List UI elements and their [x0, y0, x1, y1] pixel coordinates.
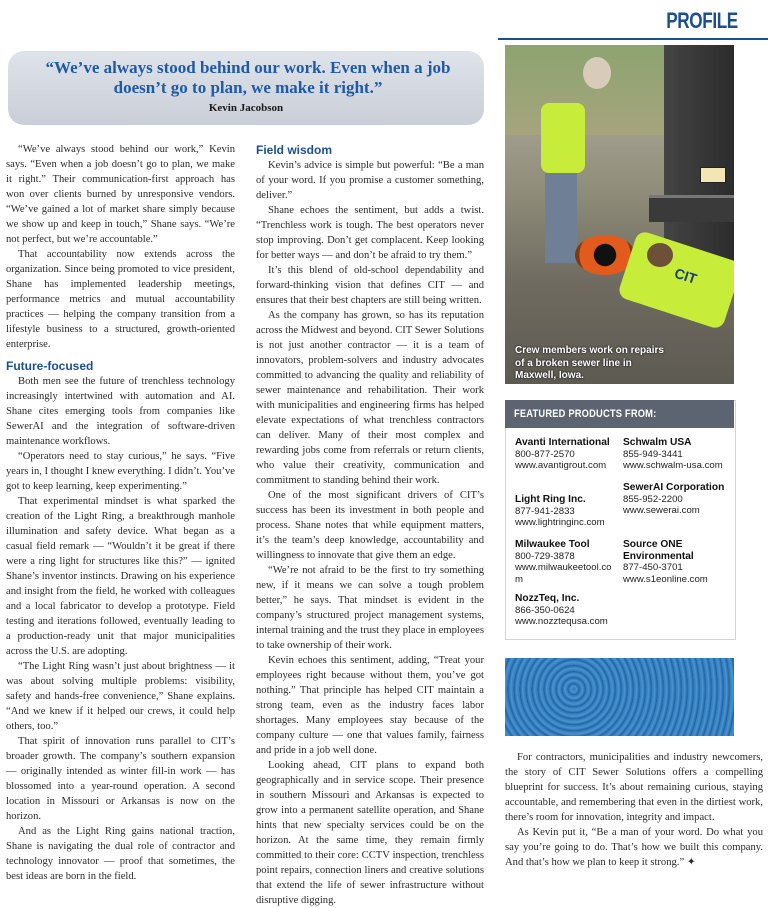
paragraph: Looking ahead, CIT plans to expand both geographically and in service scope. Their presence in southern Missouri and Arkansas is expected to grow into a permanent satellite operation, and Shane hints that new specialty services could be on the horizon. At the same time, they remain firmly committed to their core: CCTV inspection, trenchless point repairs, connection liners and creative solutions that extend the life of sewer infrastructure without disruptive digging. — [256, 760, 484, 906]
vendor-milwaukee — [515, 539, 615, 585]
vendor-source-one — [623, 539, 733, 585]
paragraph: That spirit of innovation runs parallel to CIT’s broader growth. The company’s southern expansion — originally intended as winter fill-in work — has blossomed into a year-round operation. A second location in Missouri or Arkansas is now on the horizon. — [6, 736, 235, 822]
vendor-website[interactable]: www.nozztequsa.com — [515, 616, 608, 627]
vendor-name: SewerAI Corporation — [623, 482, 725, 493]
article-column-2 — [256, 142, 484, 908]
photo-truck-bumper — [649, 195, 734, 222]
paragraph: “We’ve always stood behind our work,” Kevin says. “Even when a job doesn’t go to plan, we make it right.” Their communication-first approach has won over clients burned by unresponsive vendors. “We’ve gained a lot of market share simply because we show up and keep in touch,” Shane says. “We’re not perfect, but we’re accountable.” — [6, 144, 235, 245]
article-column-1 — [6, 142, 235, 884]
vendor-website[interactable]: www.milwaukeetool.com — [515, 562, 612, 585]
vendor-name: Avanti International — [515, 437, 610, 448]
paragraph: “Operators need to stay curious,” he says. “Five years in, I thought I knew everything. I didn’t. You’ve got to keep learning, keep experimenting.” — [6, 451, 236, 492]
vendor-schwalm — [623, 437, 733, 472]
paragraph: Kevin’s advice is simple but powerful: “Be a man of your word. If you promise a customer something, deliver.” — [256, 160, 484, 201]
vendor-name: Milwaukee Tool — [515, 539, 590, 550]
vendor-name: Schwalm USA — [623, 437, 692, 448]
pull-quote-text: “We’ve always stood behind our work. Even when a job doesn’t go to plan, we make it right.” — [45, 58, 451, 97]
vendor-light-ring — [515, 494, 625, 529]
photo-worker-standing — [541, 103, 585, 173]
crew-photo — [505, 45, 734, 384]
paragraph: One of the most significant drivers of CIT’s success has been its investment in both people and process. Shane notes that while equipment matters, it’s the team’s deep knowledge, accountability and willingness to innovate that give them an edge. — [256, 490, 484, 561]
section-heading-field-wisdom: Field wisdom — [256, 143, 333, 157]
vendor-phone: 800-877-2570 — [515, 448, 575, 460]
photo-shirt-logo: CIT — [672, 264, 699, 287]
vendor-name: NozzTeq, Inc. — [515, 593, 580, 604]
photo-worker-kneeling-head — [647, 243, 673, 267]
paragraph: “The Light Ring wasn’t just about brightness — it was about solving multiple problems: visibility, safety and hands-free convenience,” Shane explains. “And we knew if it helped our crews, it could help others, too.” — [6, 661, 235, 732]
pull-quote-author: Kevin Jacobson — [208, 102, 284, 114]
vendor-phone: 866-350-0624 — [515, 604, 575, 616]
water-graphic — [505, 658, 734, 736]
vendor-website[interactable]: www.lightringinc.com — [515, 517, 605, 528]
vendor-phone: 800-729-3878 — [515, 550, 575, 562]
photo-worker-legs — [545, 173, 577, 263]
vendor-website[interactable]: www.avantigrout.com — [515, 460, 607, 471]
vendor-phone: 855-952-2200 — [623, 493, 683, 505]
featured-products-title: FEATURED PRODUCTS FROM: — [514, 408, 657, 420]
vendor-nozzteq — [515, 593, 625, 628]
header-rule — [498, 38, 768, 40]
paragraph: It’s this blend of old-school dependability and forward-thinking vision that defines CIT — and ensures that their best chapters are still being written. — [256, 265, 484, 306]
vendor-website[interactable]: www.sewerai.com — [623, 505, 700, 516]
vendor-phone: 877-941-2833 — [515, 505, 575, 517]
section-heading-future: Future-focused — [6, 359, 94, 373]
paragraph: “We’re not afraid to be the first to try something new, if it means we can solve a tough problem better,” he says. That mindset is evident in the company’s structured project management systems, internal training and the trust they place in employees to take ownership of their work. — [256, 565, 484, 651]
paragraph: For contractors, municipalities and industry newcomers, the story of CIT Sewer Solutions offers a compelling blueprint for success. It’s about remaining curious, staying accountable, and remembering that even in the dirtiest work, there’s room for innovation, integrity and impact. — [505, 752, 763, 823]
photo-worker-head — [583, 57, 611, 89]
vendor-name: Source ONE Environmental — [623, 539, 694, 562]
vendor-avanti — [515, 437, 625, 472]
vendor-sewerai — [623, 482, 733, 517]
paragraph: That accountability now extends across the organization. Since being promoted to vice president, Shane has implemented leadership meetings, performance metrics and mutual accountability practices — helping the company transition from a lifestyle business to a structured, growth-oriented enterprise. — [6, 249, 235, 350]
paragraph: And as the Light Ring gains national traction, Shane is navigating the dual role of contractor and technology innovator — proof that sometimes, the best ideas are born in the field. — [6, 826, 235, 882]
vendor-phone: 877-450-3701 — [623, 562, 683, 573]
vendor-website[interactable]: www.s1eonline.com — [623, 573, 708, 585]
vendor-phone: 855-949-3441 — [623, 448, 683, 460]
paragraph: Both men see the future of trenchless technology increasingly intertwined with automation and AI. Shane cites emerging tools from companies like SewerAI and the integration of software-driven maintenance workflows. — [6, 376, 235, 447]
section-tag: PROFILE — [666, 8, 738, 33]
paragraph: Shane echoes the sentiment, but adds a twist. “Trenchless work is tough. The best operators never stop improving. Don’t get complacent. Keep looking for better ways — and don’t be afraid to try them.” — [256, 205, 484, 261]
vendor-website[interactable]: www.schwalm-usa.com — [623, 460, 723, 471]
paragraph: That experimental mindset is what sparked the creation of the Light Ring, a breakthrough manhole illumination and safety device. What began as a casual field remark — “Wouldn’t it be great if there were a ring light for structures like this?” — ignited Shane’s inventor instincts. Drawing on his experience and insight from the field, he worked with colleagues and a local fabricator to develop a prototype. Field testing and iterations followed, eventually leading to a production-ready unit that major municipalities across the U.S. are adopting. — [6, 496, 235, 657]
article-column-3 — [505, 750, 763, 870]
paragraph: Kevin echoes this sentiment, adding, “Treat your employees right because without them, you’ve got nothing.” That principle has helped CIT maintain a strong team, even as the industry faces labor shortages. Many employees stay because of the company culture — one that values family, fairness and pride in a job well done. — [256, 655, 484, 756]
paragraph: As the company has grown, so has its reputation across the Midwest and beyond. CIT Sewer Solutions is not just another contractor — it is a team of innovators, problem-solvers and industry advocates committed to advancing the quality and reliability of sewer maintenance and rehabilitation. Their work with municipalities and engineering firms has helped elevate expectations of what trenchless contractors can deliver. Many of their most complex and rewarding jobs come from referrals or return clients, who value their creativity, communication and commitment to standing behind their work. — [256, 310, 484, 486]
photo-license-plate — [700, 167, 726, 183]
paragraph: As Kevin put it, “Be a man of your word. Do what you say you’re going to do. That’s how we built this company. And that’s how we plan to keep it strong.” ✦ — [505, 827, 763, 868]
photo-caption: Crew members work on repairs of a broken sewer line in Maxwell, Iowa. — [515, 345, 664, 381]
vendor-name: Light Ring Inc. — [515, 494, 586, 505]
